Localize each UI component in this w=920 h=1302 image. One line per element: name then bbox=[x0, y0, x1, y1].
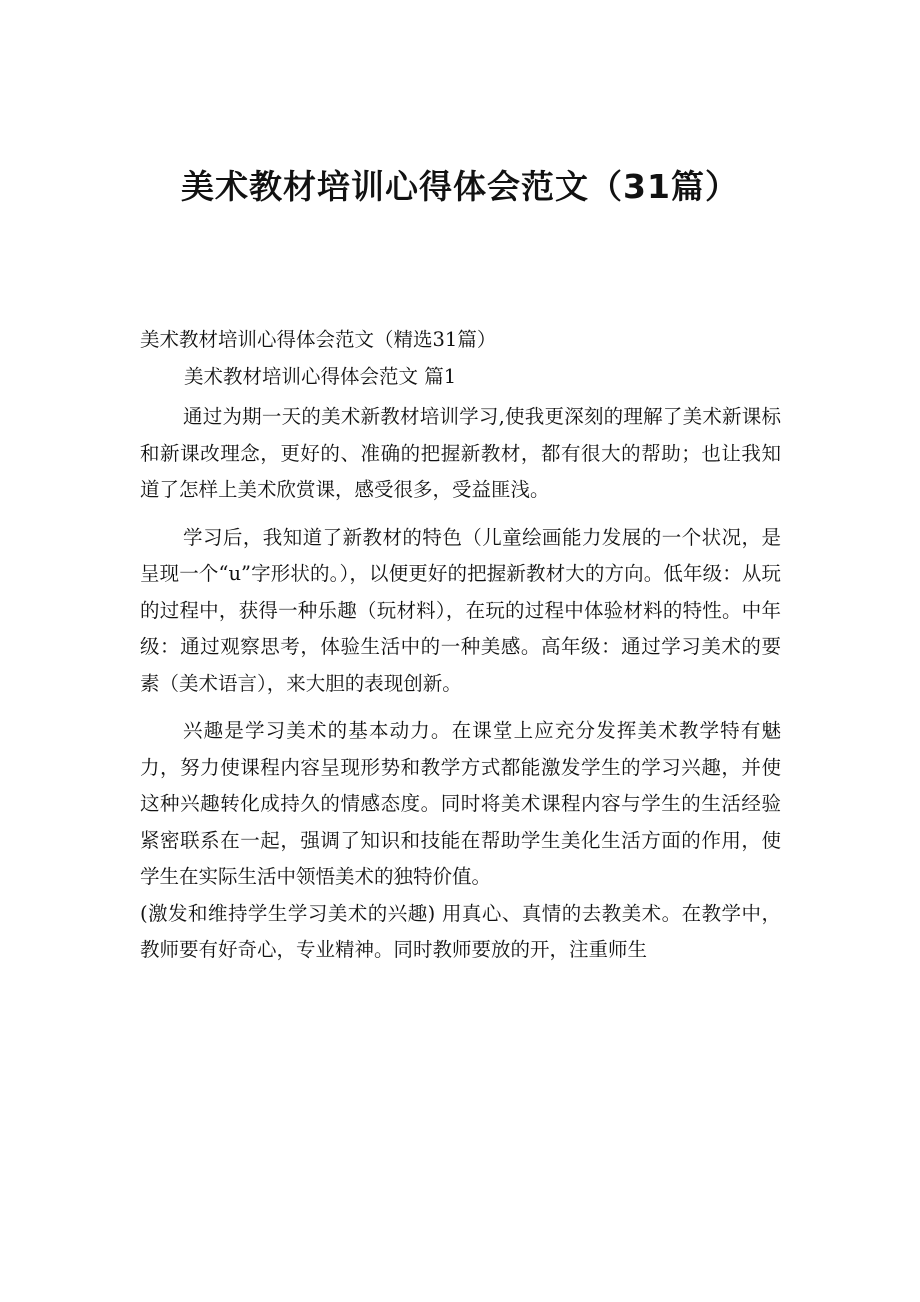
paragraph-2: 学习后，我知道了新教材的特色（儿童绘画能力发展的一个状况，是呈现一个“u”字形状的。），以便更好的把握新教材大的方向。低年级：从玩的过程中，获得一种乐趣（玩材料），在玩的过程中体验材料的特性。中年级：通过观察思考，体验生活中的一种美感。高年级：通过学习美术的要素（美术语言），来大胆的表现创新。 bbox=[140, 525, 781, 695]
paragraph-3: 兴趣是学习美术的基本动力。在课堂上应充分发挥美术教学特有魅力，努力使课程内容呈现形势和教学方式都能激发学生的学习兴趣，并使这种兴趣转化成持久的情感态度。同时将美术课程内容与学生的生活经验紧密联系在一起，强调了知识和技能在帮助学生美化生活方面的作用，使学生在实际生活中领悟美术的独特价值。 bbox=[140, 719, 781, 888]
document-subtitle: 美术教材培训心得体会范文（精选31篇） bbox=[140, 328, 497, 351]
paragraph-4: (激发和维持学生学习美术的兴趣) 用真心、真情的去教美术。在教学中，教师要有好奇心，专业精神。同时教师要放的开，注重师生 bbox=[140, 901, 781, 961]
section-heading: 美术教材培训心得体会范文 篇1 bbox=[184, 364, 457, 388]
document-body bbox=[140, 322, 781, 980]
document-title: 美术教材培训心得体会范文（31篇） bbox=[181, 167, 739, 206]
paragraph-1: 通过为期一天的美术新教材培训学习,使我更深刻的理解了美术新课标和新课改理念，更好的、准确的把握新教材，都有很大的帮助；也让我知道了怎样上美术欣赏课，感受很多，受益匪浅。 bbox=[140, 405, 781, 501]
